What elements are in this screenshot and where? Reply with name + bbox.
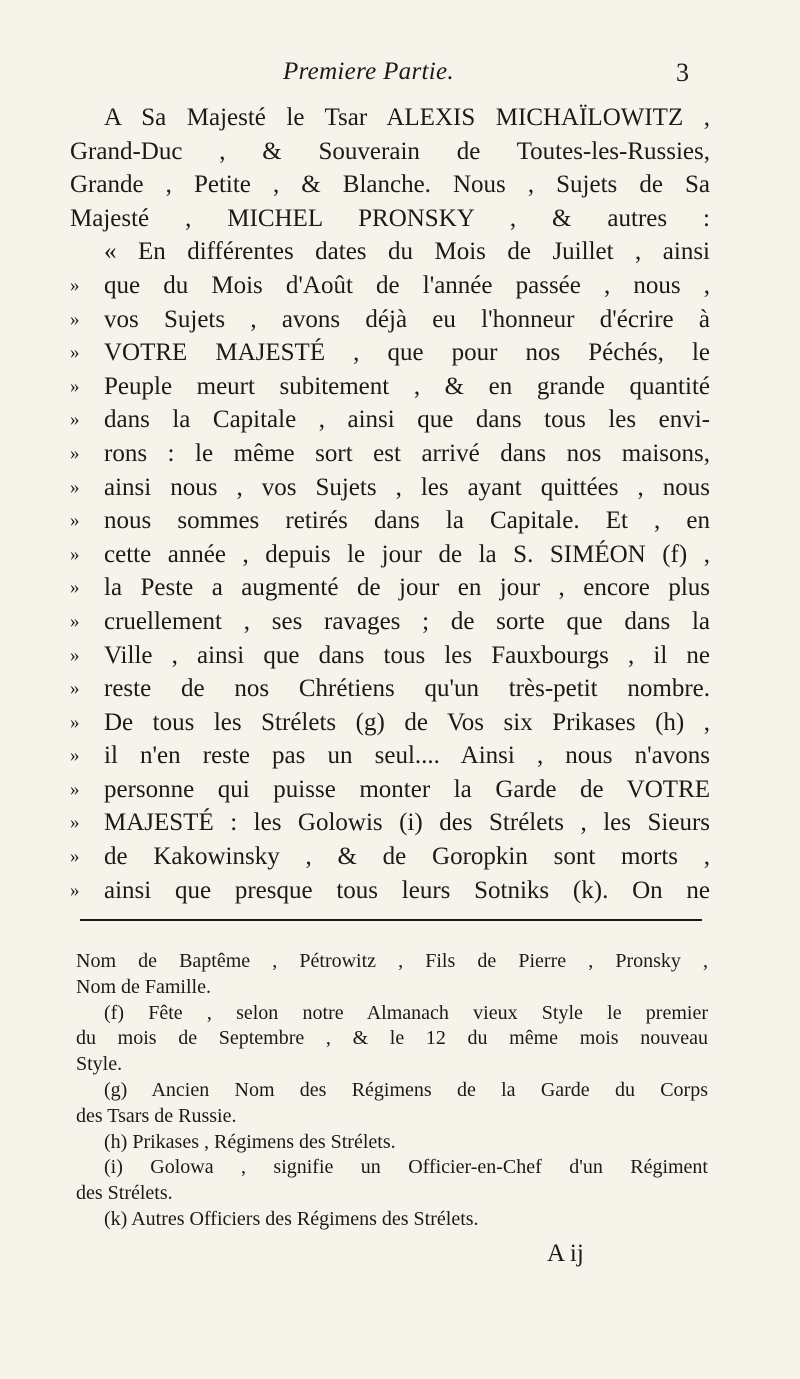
line-text: « En différentes dates du Mois de Juillet , ainsi [104, 238, 710, 266]
footnote-rule [80, 919, 702, 921]
line-text: il n'en reste pas un seul.... Ainsi , nous n'avons [104, 742, 710, 770]
quote-mark: » [70, 879, 80, 901]
text-line [70, 403, 710, 437]
text-line [70, 672, 710, 706]
line-text: A Sa Majesté le Tsar ALEXIS MICHAÏLOWITZ , [104, 104, 710, 131]
main-text [70, 101, 710, 907]
text-line [70, 471, 710, 505]
footnote-line: des Strélets. [76, 1182, 173, 1205]
line-text: personne qui puisse monter la Garde de VOTRE [104, 775, 710, 803]
footnote-line: (i) Golowa , signifie un Officier-en-Chef d'un Régiment [104, 1156, 708, 1179]
quote-mark: » [70, 375, 80, 397]
line-text: ainsi que presque tous leurs Sotniks (k). On ne [104, 876, 710, 904]
footnote-line: Nom de Baptême , Pétrowitz , Fils de Pierre , Pronsky , [76, 950, 708, 972]
line-text: cruellement , ses ravages ; de sorte que dans la [104, 607, 710, 635]
quote-mark: » [70, 543, 80, 565]
text-line [70, 874, 710, 908]
text-line [70, 336, 710, 370]
footnote-line: (h) Prikases , Régimens des Strélets. [104, 1130, 396, 1153]
footnote-line: (g) Ancien Nom des Régimens de la Garde du Corps [104, 1078, 708, 1101]
line-text: Majesté , MICHEL PRONSKY , & autres : [70, 204, 710, 232]
quote-mark: » [70, 846, 80, 868]
line-text: Ville , ainsi que dans tous les Fauxbourgs , il ne [104, 641, 710, 669]
line-text: ainsi nous , vos Sujets , les ayant quittées , nous [104, 473, 710, 501]
line-text: dans la Capitale , ainsi que dans tous les envi- [104, 406, 710, 434]
text-line [70, 135, 710, 169]
quote-mark: » [70, 745, 80, 767]
running-head: Premiere Partie. [283, 58, 454, 85]
line-text: la Peste a augmenté de jour en jour , encore plus [104, 574, 710, 602]
text-line [70, 538, 710, 572]
line-text: rons : le même sort est arrivé dans nos maisons, [104, 439, 710, 467]
quote-mark: » [70, 409, 80, 431]
quote-mark: » [70, 510, 80, 532]
footnote-line: du mois de Septembre , & le 12 du même mois nouveau [76, 1027, 708, 1050]
text-line [70, 806, 710, 840]
quote-mark: » [70, 812, 80, 834]
text-line [70, 639, 710, 673]
text-line [70, 168, 710, 202]
text-line [70, 571, 710, 605]
line-text: Grand-Duc , & Souverain de Toutes-les-Russies, [70, 137, 710, 165]
line-text: que du Mois d'Août de l'année passée , nous , [104, 271, 710, 299]
footnote-line: (k) Autres Officiers des Régimens des Strélets. [104, 1207, 479, 1230]
quote-mark: » [70, 644, 80, 666]
line-text: reste de nos Chrétiens qu'un très-petit nombre. [104, 675, 710, 703]
quote-mark: » [70, 342, 80, 364]
line-text: de Kakowinsky , & de Goropkin sont morts , [104, 843, 710, 871]
page-number: 3 [676, 58, 689, 87]
footnote-line: (f) Fête , selon notre Almanach vieux Style le premier [104, 1001, 708, 1024]
line-text: Peuple meurt subitement , & en grande quantité [104, 372, 710, 400]
text-line [70, 840, 710, 874]
text-line [70, 706, 710, 740]
footnotes [76, 949, 708, 1233]
text-line [70, 437, 710, 471]
signature-mark: A ij [547, 1240, 584, 1267]
text-line [70, 504, 710, 538]
page-header [0, 58, 800, 94]
line-text: De tous les Strélets (g) de Vos six Prikases (h) , [104, 708, 710, 736]
quote-mark: » [70, 308, 80, 330]
text-line [70, 235, 710, 269]
line-text: nous sommes retirés dans la Capitale. Et , en [104, 507, 710, 535]
quote-mark: » [70, 577, 80, 599]
text-line [70, 739, 710, 773]
text-line [70, 605, 710, 639]
footnote-line: des Tsars de Russie. [76, 1104, 237, 1127]
footnote-line: Style. [76, 1053, 123, 1076]
line-text: VOTRE MAJESTÉ , que pour nos Péchés, le [104, 339, 710, 367]
quote-mark: » [70, 476, 80, 498]
quote-mark: » [70, 711, 80, 733]
line-text: MAJESTÉ : les Golowis (i) des Strélets , les Sieurs [104, 809, 710, 837]
quote-mark: » [70, 442, 80, 464]
quote-mark: » [70, 274, 80, 296]
quote-mark: » [70, 610, 80, 632]
quote-mark: » [70, 678, 80, 700]
text-line [70, 370, 710, 404]
text-line [70, 773, 710, 807]
line-text: cette année , depuis le jour de la S. SIMÉON (f) , [104, 540, 710, 568]
text-line [70, 202, 710, 236]
text-line [70, 101, 710, 135]
quote-mark: » [70, 778, 80, 800]
text-line [70, 269, 710, 303]
line-text: vos Sujets , avons déjà eu l'honneur d'écrire à [104, 305, 710, 333]
line-text: Grande , Petite , & Blanche. Nous , Sujets de Sa [70, 171, 710, 199]
text-line [70, 303, 710, 337]
footnote-line: Nom de Famille. [76, 975, 211, 998]
